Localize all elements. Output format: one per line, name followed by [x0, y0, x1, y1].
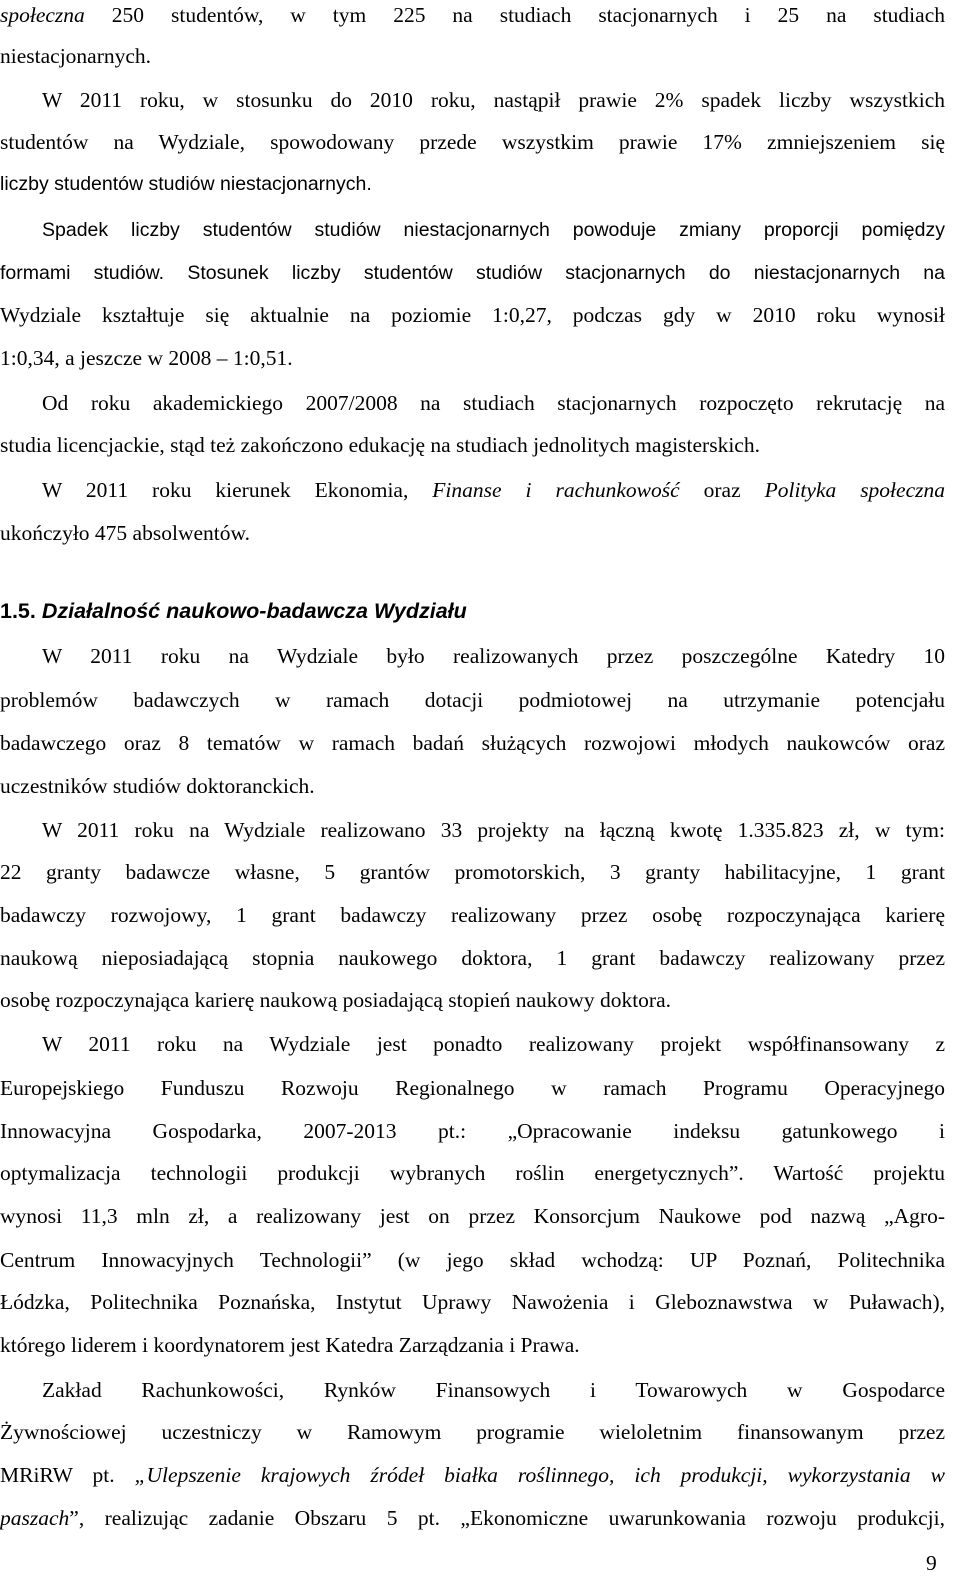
italic-text: Polityka społeczna: [764, 478, 945, 502]
text-line: uczestników studiów doktoranckich.: [0, 774, 315, 798]
text-line: 1:0,34, a jeszcze w 2008 – 1:0,51.: [0, 346, 293, 370]
text-line: naukową nieposiadającą stopnia naukowego doktora, 1 grant badawczy realizowany przez: [0, 946, 945, 970]
text-line: badawczy rozwojowy, 1 grant badawczy realizowany przez osobę rozpoczynająca karierę: [0, 903, 945, 927]
text-line: wynosi 11,3 mln zł, a realizowany jest on przez Konsorcjum Naukowe pod nazwą „Agro-: [0, 1204, 945, 1228]
text-line: badawczego oraz 8 tematów w ramach badań służących rozwojowi młodych naukowców oraz: [0, 731, 945, 755]
text-line: W 2011 roku na Wydziale realizowano 33 projekty na łączną kwotę 1.335.823 zł, w tym:: [42, 818, 945, 842]
text-span: MRiRW pt.: [0, 1463, 135, 1487]
text-line: Innowacyjna Gospodarka, 2007-2013 pt.: „Opracowanie indeksu gatunkowego i: [0, 1119, 945, 1143]
text-line: Europejskiego Funduszu Rozwoju Regionalnego w ramach Programu Operacyjnego: [0, 1076, 945, 1100]
text-line: optymalizacja technologii produkcji wybranych roślin energetycznych”. Wartość projektu: [0, 1161, 945, 1185]
text-line: problemów badawczych w ramach dotacji podmiotowej na utrzymanie potencjału: [0, 688, 945, 712]
text-line: [42, 475, 945, 505]
text-line: Centrum Innowacyjnych Technologii” (w jego skład wchodzą: UP Poznań, Politechnika: [0, 1248, 945, 1272]
text-line: osobę rozpoczynająca karierę naukową posiadającą stopień naukowy doktora.: [0, 988, 672, 1012]
text-line: liczby studentów studiów niestacjonarnych.: [0, 173, 372, 195]
text-line: [0, 0, 945, 30]
text-line: W 2011 roku na Wydziale było realizowanych przez poszczególne Katedry 10: [42, 644, 945, 668]
italic-text: społeczna: [0, 3, 85, 27]
text-span: ”, realizując zadanie Obszaru 5 pt. „Ekonomiczne uwarunkowania rozwoju produkcji,: [69, 1506, 945, 1530]
text-line: Od roku akademickiego 2007/2008 na studiach stacjonarnych rozpoczęto rekrutację na: [42, 391, 945, 415]
section-title: Działalność naukowo-badawcza Wydziału: [41, 599, 467, 623]
section-number: 1.5.: [0, 599, 42, 623]
text-line: Łódzka, Politechnika Poznańska, Instytut Uprawy Nawożenia i Gleboznawstwa w Puławach),: [0, 1290, 945, 1314]
text-line: ukończyło 475 absolwentów.: [0, 521, 250, 545]
text-line: W 2011 roku na Wydziale jest ponadto realizowany projekt współfinansowany z: [42, 1032, 945, 1056]
text-line: [0, 258, 945, 288]
italic-text: paszach: [0, 1506, 70, 1530]
text-span: oraz: [679, 478, 765, 502]
text-span: 250 studentów, w tym 225 na studiach stacjonarnych i 25 na studiach: [84, 3, 945, 27]
text-line: studia licencjackie, stąd też zakończono edukację na studiach jednolitych magisterskich.: [0, 433, 760, 457]
section-heading: [0, 594, 467, 628]
text-line: Spadek liczby studentów studiów niestacjonarnych powoduje zmiany proporcji pomiędzy: [42, 219, 945, 241]
text-line: Żywnościowej uczestniczy w Ramowym programie wieloletnim finansowanym przez: [0, 1420, 945, 1444]
text-line: [0, 1460, 945, 1490]
text-line: W 2011 roku, w stosunku do 2010 roku, nastąpił prawie 2% spadek liczby wszystkich: [42, 88, 945, 112]
italic-text: „Ulepszenie krajowych źródeł białka roślinnego, ich produkcji, wykorzystania w: [134, 1463, 945, 1487]
text-line: 22 granty badawcze własne, 5 grantów promotorskich, 3 granty habilitacyjne, 1 grant: [0, 860, 945, 884]
text-span: W 2011 roku kierunek Ekonomia,: [42, 478, 433, 502]
text-line: Zakład Rachunkowości, Rynków Finansowych i Towarowych w Gospodarce: [42, 1378, 945, 1402]
text-span: Stosunek liczby studentów studiów stacjonarnych do niestacjonarnych na: [187, 262, 945, 284]
text-span: formami studiów.: [0, 262, 188, 284]
text-line: Wydziale kształtuje się aktualnie na poziomie 1:0,27, podczas gdy w 2010 roku wynosił: [0, 303, 945, 327]
text-line: studentów na Wydziale, spowodowany przede wszystkim prawie 17% zmniejszeniem się: [0, 130, 945, 154]
italic-text: Finanse i rachunkowość: [432, 478, 680, 502]
text-line: którego liderem i koordynatorem jest Katedra Zarządzania i Prawa.: [0, 1333, 580, 1357]
page-number: 9: [926, 1551, 937, 1575]
text-line: niestacjonarnych.: [0, 44, 152, 68]
text-line: [0, 1503, 945, 1533]
